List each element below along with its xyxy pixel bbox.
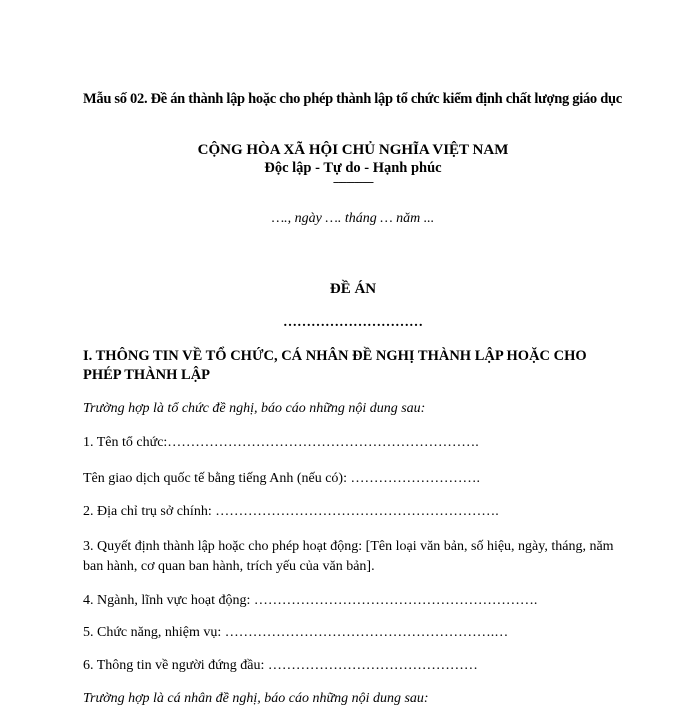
date-line: …., ngày …. tháng … năm ... xyxy=(271,211,435,226)
field-of-activity-field: 4. Ngành, lĩnh vực hoạt động: ……………………………………………………. xyxy=(83,593,538,608)
document-name-placeholder: ………………………… xyxy=(283,315,423,330)
document-page xyxy=(83,0,623,706)
national-motto: Độc lập - Tự do - Hạnh phúc xyxy=(264,160,442,176)
form-title: Mẫu số 02. Đề án thành lập hoặc cho phép thành lập tổ chức kiểm định chất lượng giáo dục xyxy=(83,91,622,107)
head-person-info-field: 6. Thông tin về người đứng đầu: ……………………………………… xyxy=(83,658,478,673)
individual-intro: Trường hợp là cá nhân đề nghị, báo cáo những nội dung sau: xyxy=(83,691,429,706)
english-name-field: Tên giao dịch quốc tế bằng tiếng Anh (nếu có): ………………………. xyxy=(83,471,480,486)
document-title: ĐỀ ÁN xyxy=(329,281,377,297)
establishment-decision-field: 3. Quyết định thành lập hoặc cho phép hoạt động: [Tên loại văn bản, số hiệu, ngày, tháng, năm ban hành, cơ quan ban hành, trích yếu của văn bản]. xyxy=(83,539,614,574)
country-name: CỘNG HÒA XÃ HỘI CHỦ NGHĨA VIỆT NAM xyxy=(197,142,509,158)
header-rule: --------------- xyxy=(333,176,373,188)
section-heading: I. THÔNG TIN VỀ TỔ CHỨC, CÁ NHÂN ĐỀ NGHỊ THÀNH LẬP HOẶC CHO PHÉP THÀNH LẬP xyxy=(83,348,587,383)
organization-intro: Trường hợp là tổ chức đề nghị, báo cáo những nội dung sau: xyxy=(83,401,426,416)
organization-name-field: 1. Tên tổ chức:…………………………………………………………. xyxy=(83,435,479,450)
head-office-address-field: 2. Địa chỉ trụ sở chính: ……………………………………………………. xyxy=(83,504,499,519)
functions-duties-field: 5. Chức năng, nhiệm vụ: ………………………………………………….… xyxy=(83,625,509,640)
